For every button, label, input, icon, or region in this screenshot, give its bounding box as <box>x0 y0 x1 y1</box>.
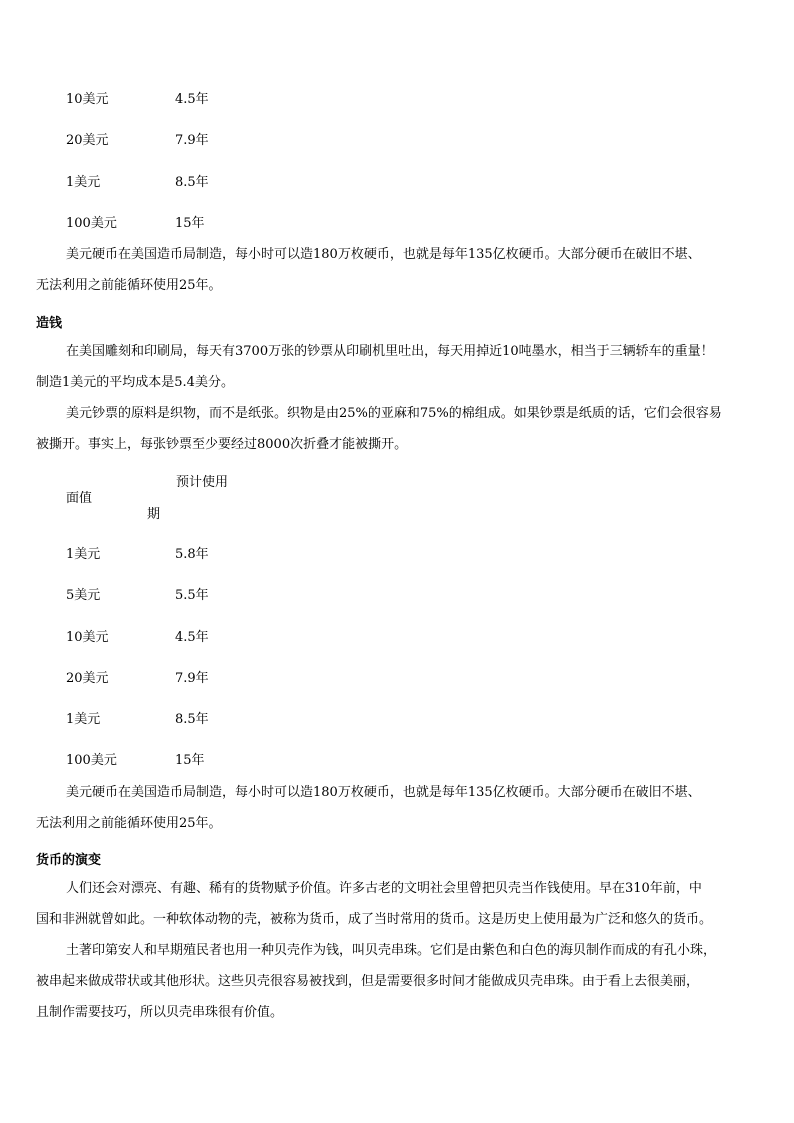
paragraph-line: 在美国雕刻和印刷局，每天有3700万张的钞票从印刷机里吐出，每天用掉近10吨墨水，相当于三辆轿车的重量！ <box>66 344 714 359</box>
denomination-cell: 10美元 <box>66 92 109 107</box>
paragraph-line: 美元硬币在美国造币局制造，每小时可以造180万枚硬币，也就是每年135亿枚硬币。大部分硬币在破旧不堪、 <box>66 785 701 800</box>
lifespan-cell: 4.5年 <box>175 92 209 107</box>
paragraph-line: 被撕开。事实上，每张钞票至少要经过8000次折叠才能被撕开。 <box>36 437 408 452</box>
coins-paragraph <box>36 239 758 301</box>
lifespan-cell: 8.5年 <box>175 175 209 190</box>
paragraph-line: 国和非洲就曾如此。一种软体动物的壳，被称为货币，成了当时常用的货币。这是历史上使用最为广泛和悠久的货币。 <box>36 912 713 927</box>
section-heading: 货币的演变 <box>36 853 102 868</box>
material-paragraph <box>36 398 758 460</box>
lifespan-cell: 5.5年 <box>175 588 209 603</box>
paragraph-line: 无法利用之前能循环使用25年。 <box>36 816 222 831</box>
table-header-lifespan-cont: 期 <box>147 507 161 522</box>
coins-paragraph <box>36 777 758 839</box>
paragraph-line: 美元钞票的原料是织物，而不是纸张。织物是由25%的亚麻和75%的棉组成。如果钞票是纸质的话，它们会很容易 <box>66 406 722 421</box>
denomination-cell: 5美元 <box>66 588 101 603</box>
lifespan-cell: 4.5年 <box>175 630 209 645</box>
paragraph-line: 被串起来做成带状或其他形状。这些贝壳很容易被找到，但是需要很多时间才能做成贝壳串珠。由于看上去很美丽， <box>36 974 700 989</box>
table-header-denomination: 面值 <box>66 491 93 506</box>
denomination-cell: 1美元 <box>66 712 101 727</box>
paragraph-line: 且制作需要技巧，所以贝壳串珠很有价值。 <box>36 1005 284 1020</box>
lifespan-cell: 7.9年 <box>175 133 209 148</box>
lifespan-cell: 15年 <box>175 216 205 231</box>
lifespan-cell: 5.8年 <box>175 547 209 562</box>
denomination-cell: 10美元 <box>66 630 109 645</box>
denomination-cell: 100美元 <box>66 216 117 231</box>
paragraph-line: 制造1美元的平均成本是5.4美分。 <box>36 375 234 390</box>
printing-paragraph <box>36 336 758 398</box>
table-header-lifespan: 预计使用 <box>176 475 229 490</box>
shells-paragraph <box>36 873 758 935</box>
denomination-cell: 1美元 <box>66 175 101 190</box>
paragraph-line: 土著印第安人和早期殖民者也用一种贝壳作为钱，叫贝壳串珠。它们是由紫色和白色的海贝制作而成的有孔小珠， <box>66 943 717 958</box>
denomination-cell: 20美元 <box>66 133 109 148</box>
denomination-cell: 20美元 <box>66 671 109 686</box>
section-heading: 造钱 <box>36 316 63 331</box>
paragraph-line: 无法利用之前能循环使用25年。 <box>36 278 222 293</box>
wampum-paragraph <box>36 935 758 1028</box>
denomination-cell: 100美元 <box>66 753 117 768</box>
lifespan-cell: 7.9年 <box>175 671 209 686</box>
lifespan-cell: 15年 <box>175 753 205 768</box>
denomination-cell: 1美元 <box>66 547 101 562</box>
paragraph-line: 人们还会对漂亮、有趣、稀有的货物赋予价值。许多古老的文明社会里曾把贝壳当作钱使用。早在310年前，中 <box>66 881 702 896</box>
paragraph-line: 美元硬币在美国造币局制造，每小时可以造180万枚硬币，也就是每年135亿枚硬币。大部分硬币在破旧不堪、 <box>66 247 701 262</box>
lifespan-cell: 8.5年 <box>175 712 209 727</box>
